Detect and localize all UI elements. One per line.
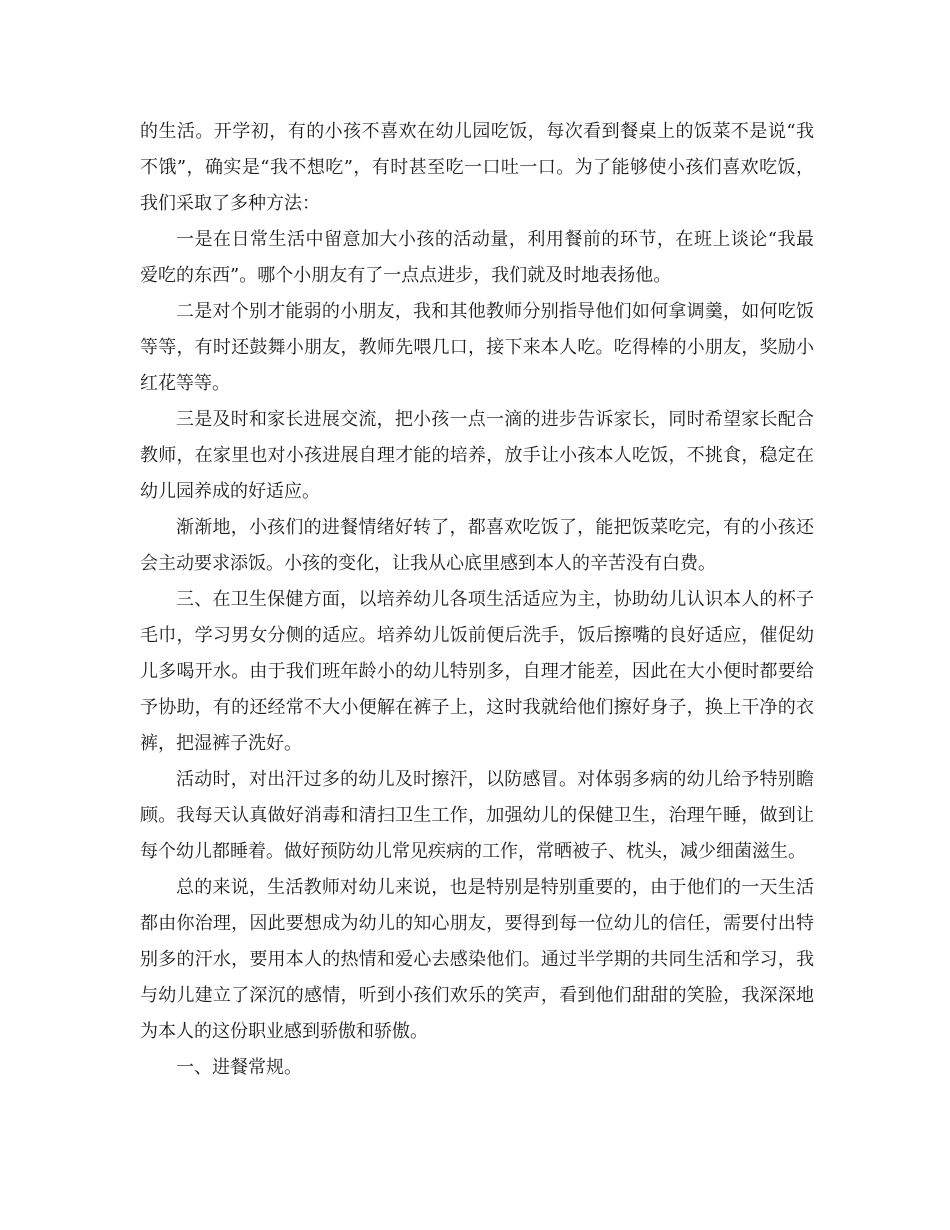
- paragraph-8: 总的来说，生活教师对幼儿来说，也是特别是特别重要的，由于他们的一天生活都由你治理，因此要想成为幼儿的知心朋友，要得到每一位幼儿的信任，需要付出特别多的汗水，要用本人的热情和爱心去感染他们。通过半学期的共同生活和学习，我与幼儿建立了深沉的感情，听到小孩们欢乐的笑声，看到他们甜甜的笑脸，我深深地为本人的这份职业感到骄傲和骄傲。: [140, 877, 814, 1042]
- paragraph-7: 活动时，对出汗过多的幼儿及时擦汗，以防感冒。对体弱多病的幼儿给予特别瞻顾。我每天认真做好消毒和清扫卫生工作，加强幼儿的保健卫生，治理午睡，做到让每个幼儿都睡着。做好预防幼儿常见疾病的工作，常晒被子、枕头，减少细菌滋生。: [140, 769, 814, 862]
- document-body: [140, 114, 814, 1086]
- paragraph-6: 三、在卫生保健方面，以培养幼儿各项生活适应为主，协助幼儿认识本人的杯子毛巾，学习男女分侧的适应。培养幼儿饭前便后洗手，饭后擦嘴的良好适应，催促幼儿多喝开水。由于我们班年龄小的幼儿特别多，自理才能差，因此在大小便时都要给予协助，有的还经常不大小便解在裤子上，这时我就给他们擦好身子，换上干净的衣裤，把湿裤子洗好。: [140, 589, 814, 754]
- paragraph-5: 渐渐地，小孩们的进餐情绪好转了，都喜欢吃饭了，能把饭菜吃完，有的小孩还会主动要求添饭。小孩的变化，让我从心底里感到本人的辛苦没有白费。: [140, 517, 814, 574]
- paragraph-4: 三是及时和家长进展交流，把小孩一点一滴的进步告诉家长，同时希望家长配合教师，在家里也对小孩进展自理才能的培养，放手让小孩本人吃饭，不挑食，稳定在幼儿园养成的好适应。: [140, 409, 814, 502]
- paragraph-2: 一是在日常生活中留意加大小孩的活动量，利用餐前的环节，在班上谈论“我最爱吃的东西”。哪个小朋友有了一点点进步，我们就及时地表扬他。: [140, 229, 814, 286]
- section-heading: 一、进餐常规。: [176, 1057, 302, 1078]
- paragraph-3: 二是对个别才能弱的小朋友，我和其他教师分别指导他们如何拿调羹，如何吃饭等等，有时还鼓舞小朋友，教师先喂几口，接下来本人吃。吃得棒的小朋友，奖励小红花等等。: [140, 301, 814, 394]
- paragraph-1: 的生活。开学初，有的小孩不喜欢在幼儿园吃饭，每次看到餐桌上的饭菜不是说“我不饿”，确实是“我不想吃”，有时甚至吃一口吐一口。为了能够使小孩们喜欢吃饭，我们采取了多种方法：: [140, 121, 814, 214]
